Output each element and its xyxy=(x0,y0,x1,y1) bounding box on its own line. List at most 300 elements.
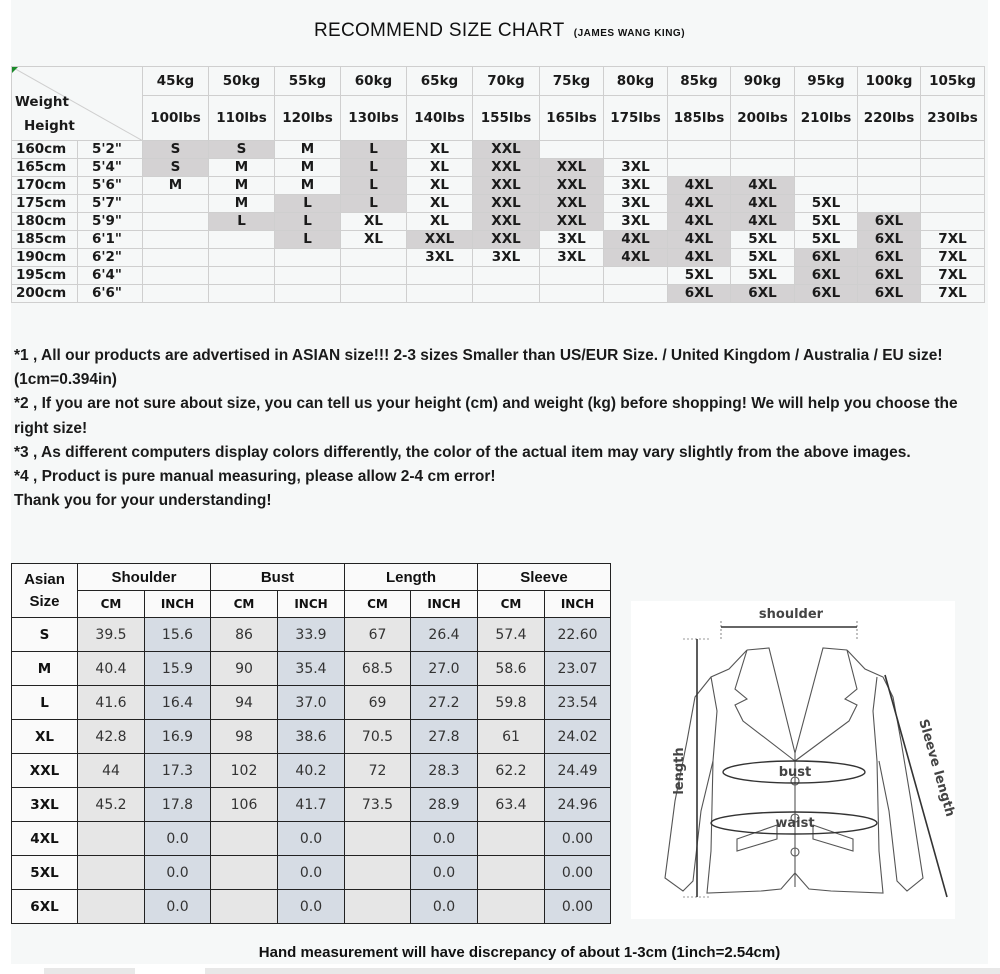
size-cell xyxy=(921,213,985,231)
cm-value-cell: 61 xyxy=(478,720,545,754)
table-row xyxy=(12,856,611,890)
chart-title-brand: (JAMES WANG KING) xyxy=(573,28,686,39)
weight-lbs-header: 200lbs xyxy=(731,96,795,141)
size-cell xyxy=(473,267,540,285)
size-cell: 3XL xyxy=(407,249,473,267)
cm-value-cell xyxy=(211,890,278,924)
weight-kg-header: 55kg xyxy=(275,67,341,96)
size-cell: M xyxy=(275,141,341,159)
measure-group-header: Length xyxy=(345,564,478,591)
weight-kg-header: 70kg xyxy=(473,67,540,96)
size-cell: XL xyxy=(341,213,407,231)
size-cell xyxy=(407,285,473,303)
weight-kg-header: 60kg xyxy=(341,67,407,96)
unit-inch-header: INCH xyxy=(278,591,345,618)
footer-note: Hand measurement will have discrepancy of about 1-3cm (1inch=2.54cm) xyxy=(258,944,781,961)
size-cell: L xyxy=(275,195,341,213)
size-cell: 4XL xyxy=(604,249,668,267)
size-cell xyxy=(540,267,604,285)
unit-cm-header: CM xyxy=(478,591,545,618)
size-cell: 4XL xyxy=(668,231,731,249)
inch-value-cell: 0.00 xyxy=(545,856,611,890)
inch-value-cell: 33.9 xyxy=(278,618,345,652)
inch-value-cell: 38.6 xyxy=(278,720,345,754)
diagram-label-shoulder: shoulder xyxy=(758,607,824,622)
size-cell: 6XL xyxy=(668,285,731,303)
size-cell: 5XL xyxy=(795,231,858,249)
size-cell: 7XL xyxy=(921,231,985,249)
cm-value-cell: 98 xyxy=(211,720,278,754)
cm-value-cell: 94 xyxy=(211,686,278,720)
size-cell: 6XL xyxy=(731,285,795,303)
size-cell xyxy=(341,285,407,303)
inch-value-cell: 26.4 xyxy=(411,618,478,652)
size-cell: XL xyxy=(407,159,473,177)
height-ft-cell: 6'4" xyxy=(78,267,143,285)
size-cell xyxy=(604,141,668,159)
table-row xyxy=(12,141,985,159)
size-cell xyxy=(731,141,795,159)
weight-kg-header: 100kg xyxy=(858,67,921,96)
size-cell xyxy=(731,159,795,177)
inch-value-cell: 15.9 xyxy=(145,652,211,686)
inch-value-cell: 17.8 xyxy=(145,788,211,822)
cm-value-cell: 72 xyxy=(345,754,411,788)
diagram-label-waist: waist xyxy=(775,816,815,831)
weight-lbs-header: 120lbs xyxy=(275,96,341,141)
table-row xyxy=(12,159,985,177)
size-cell: XXL xyxy=(540,177,604,195)
size-cell xyxy=(209,249,275,267)
table-row xyxy=(12,822,611,856)
height-ft-cell: 5'6" xyxy=(78,177,143,195)
measure-group-header: Sleeve xyxy=(478,564,611,591)
inch-value-cell: 0.0 xyxy=(145,890,211,924)
size-cell: 6XL xyxy=(858,285,921,303)
table-row xyxy=(12,213,985,231)
size-cell: XL xyxy=(341,231,407,249)
size-cell: 7XL xyxy=(921,249,985,267)
height-cm-cell: 180cm xyxy=(12,213,78,231)
size-cell: L xyxy=(275,213,341,231)
size-cell: 4XL xyxy=(668,213,731,231)
diagram-label-sleeve-length: Sleeve length xyxy=(915,717,955,819)
height-ft-cell: 6'1" xyxy=(78,231,143,249)
height-ft-cell: 5'4" xyxy=(78,159,143,177)
size-cell: L xyxy=(341,141,407,159)
unit-cm-header: CM xyxy=(211,591,278,618)
size-cell xyxy=(921,159,985,177)
measure-group-header: Shoulder xyxy=(78,564,211,591)
weight-kg-header: 50kg xyxy=(209,67,275,96)
size-cell: 4XL xyxy=(668,195,731,213)
table-row xyxy=(12,754,611,788)
cm-value-cell: 73.5 xyxy=(345,788,411,822)
size-label-cell: 4XL xyxy=(12,822,78,856)
size-cell xyxy=(209,267,275,285)
cm-value-cell: 67 xyxy=(345,618,411,652)
size-cell: 5XL xyxy=(731,231,795,249)
size-cell: 5XL xyxy=(668,267,731,285)
weight-lbs-header-row xyxy=(12,96,985,141)
size-cell xyxy=(275,249,341,267)
weight-lbs-header: 140lbs xyxy=(407,96,473,141)
cm-value-cell xyxy=(211,856,278,890)
note-item: *2 , If you are not sure about size, you can tell us your height (cm) and weight (kg) before shopping! We will help you choose the right size! xyxy=(14,395,958,437)
weight-kg-header: 80kg xyxy=(604,67,668,96)
size-cell xyxy=(858,177,921,195)
inch-value-cell: 0.0 xyxy=(278,890,345,924)
inch-value-cell: 16.4 xyxy=(145,686,211,720)
cm-value-cell: 39.5 xyxy=(78,618,145,652)
size-cell xyxy=(341,249,407,267)
unit-inch-header: INCH xyxy=(545,591,611,618)
size-cell: 6XL xyxy=(858,267,921,285)
inch-value-cell: 28.3 xyxy=(411,754,478,788)
cm-value-cell xyxy=(78,890,145,924)
table-row xyxy=(12,231,985,249)
inch-value-cell: 22.60 xyxy=(545,618,611,652)
measure-group-header: Bust xyxy=(211,564,345,591)
size-cell: XL xyxy=(407,195,473,213)
size-cell: M xyxy=(143,177,209,195)
diagram-label-bust: bust xyxy=(778,765,812,780)
size-cell: 5XL xyxy=(795,213,858,231)
size-cell: XXL xyxy=(540,213,604,231)
size-cell: 4XL xyxy=(731,177,795,195)
note-item: *3 , As different computers display colors differently, the color of the actual item may vary slightly from the above images. xyxy=(14,443,911,461)
weight-height-corner xyxy=(12,67,143,141)
size-cell xyxy=(275,285,341,303)
size-cell: 3XL xyxy=(540,249,604,267)
size-label-cell: 6XL xyxy=(12,890,78,924)
cm-value-cell xyxy=(478,856,545,890)
jacket-outline-icon xyxy=(631,601,955,919)
unit-inch-header: INCH xyxy=(411,591,478,618)
inch-value-cell: 0.0 xyxy=(278,822,345,856)
size-cell xyxy=(143,285,209,303)
cm-value-cell: 68.5 xyxy=(345,652,411,686)
inch-value-cell: 0.00 xyxy=(545,822,611,856)
size-cell xyxy=(275,267,341,285)
table-row xyxy=(12,177,985,195)
size-cell: XXL xyxy=(473,213,540,231)
asian-size-header xyxy=(12,564,78,618)
diagram-label-length: length xyxy=(672,747,687,795)
size-cell xyxy=(858,195,921,213)
inch-value-cell: 27.0 xyxy=(411,652,478,686)
size-cell: 6XL xyxy=(858,249,921,267)
height-ft-cell: 5'2" xyxy=(78,141,143,159)
weight-lbs-header: 220lbs xyxy=(858,96,921,141)
cm-value-cell: 70.5 xyxy=(345,720,411,754)
inch-value-cell: 0.0 xyxy=(278,856,345,890)
size-cell xyxy=(341,267,407,285)
size-label-cell: 3XL xyxy=(12,788,78,822)
size-cell: XL xyxy=(407,177,473,195)
size-cell: M xyxy=(209,195,275,213)
weight-kg-header: 65kg xyxy=(407,67,473,96)
note-item: *4 , Product is pure manual measuring, please allow 2-4 cm error! xyxy=(14,468,496,486)
size-cell: 6XL xyxy=(795,285,858,303)
inch-value-cell: 16.9 xyxy=(145,720,211,754)
weight-lbs-header: 110lbs xyxy=(209,96,275,141)
height-cm-cell: 185cm xyxy=(12,231,78,249)
size-cell xyxy=(921,177,985,195)
size-cell: XXL xyxy=(473,231,540,249)
inch-value-cell: 0.0 xyxy=(411,856,478,890)
height-ft-cell: 5'9" xyxy=(78,213,143,231)
size-cell: 4XL xyxy=(731,195,795,213)
weight-lbs-header: 185lbs xyxy=(668,96,731,141)
size-cell xyxy=(209,231,275,249)
size-cell: 4XL xyxy=(668,177,731,195)
cm-value-cell: 59.8 xyxy=(478,686,545,720)
note-item: *1 , All our products are advertised in ASIAN size!!! 2-3 sizes Smaller than US/EUR Size. / United Kingdom / Australia / EU size! (1cm=0.394in) xyxy=(14,347,943,389)
size-cell: XL xyxy=(407,213,473,231)
cm-value-cell: 106 xyxy=(211,788,278,822)
size-cell: M xyxy=(209,159,275,177)
size-cell: XXL xyxy=(473,195,540,213)
cm-value-cell: 42.8 xyxy=(78,720,145,754)
weight-kg-header: 85kg xyxy=(668,67,731,96)
table-row xyxy=(12,788,611,822)
size-cell: L xyxy=(275,231,341,249)
inch-value-cell: 23.07 xyxy=(545,652,611,686)
weight-lbs-header: 165lbs xyxy=(540,96,604,141)
size-cell xyxy=(143,267,209,285)
inch-value-cell: 24.96 xyxy=(545,788,611,822)
weight-kg-header: 75kg xyxy=(540,67,604,96)
size-cell xyxy=(143,231,209,249)
size-cell: M xyxy=(275,159,341,177)
size-cell: 5XL xyxy=(795,195,858,213)
weight-kg-header: 105kg xyxy=(921,67,985,96)
size-cell: 3XL xyxy=(604,195,668,213)
inch-value-cell: 37.0 xyxy=(278,686,345,720)
height-cm-cell: 200cm xyxy=(12,285,78,303)
size-cell: 7XL xyxy=(921,267,985,285)
size-cell: S xyxy=(143,141,209,159)
size-cell: S xyxy=(209,141,275,159)
size-cell xyxy=(473,285,540,303)
weight-kg-header: 45kg xyxy=(143,67,209,96)
size-cell: 6XL xyxy=(858,213,921,231)
weight-lbs-header: 210lbs xyxy=(795,96,858,141)
weight-lbs-header: 175lbs xyxy=(604,96,668,141)
asian-size-header-line2: Size xyxy=(29,592,60,610)
size-cell: 3XL xyxy=(604,159,668,177)
height-cm-cell: 195cm xyxy=(12,267,78,285)
unit-cm-header: CM xyxy=(78,591,145,618)
table-row xyxy=(12,720,611,754)
measure-header-row xyxy=(12,564,611,591)
size-cell xyxy=(668,141,731,159)
cm-value-cell: 41.6 xyxy=(78,686,145,720)
size-cell: L xyxy=(341,177,407,195)
cm-value-cell: 40.4 xyxy=(78,652,145,686)
size-label-cell: S xyxy=(12,618,78,652)
size-label-cell: XXL xyxy=(12,754,78,788)
size-cell: 4XL xyxy=(731,213,795,231)
unit-cm-header: CM xyxy=(345,591,411,618)
cm-value-cell: 57.4 xyxy=(478,618,545,652)
size-cell xyxy=(795,177,858,195)
height-cm-cell: 190cm xyxy=(12,249,78,267)
table-row xyxy=(12,249,985,267)
size-cell xyxy=(668,159,731,177)
weight-kg-header: 90kg xyxy=(731,67,795,96)
cm-value-cell: 86 xyxy=(211,618,278,652)
table-row xyxy=(12,267,985,285)
size-cell xyxy=(921,141,985,159)
height-ft-cell: 5'7" xyxy=(78,195,143,213)
cm-value-cell xyxy=(345,890,411,924)
size-chart-page xyxy=(11,0,988,964)
note-item: Thank you for your understanding! xyxy=(14,492,272,510)
inch-value-cell: 0.0 xyxy=(411,822,478,856)
height-cm-cell: 165cm xyxy=(12,159,78,177)
size-cell xyxy=(795,141,858,159)
inch-value-cell: 41.7 xyxy=(278,788,345,822)
inch-value-cell: 28.9 xyxy=(411,788,478,822)
size-cell: 5XL xyxy=(731,249,795,267)
size-cell: 3XL xyxy=(604,177,668,195)
weight-kg-header-row xyxy=(12,67,985,96)
size-label-cell: 5XL xyxy=(12,856,78,890)
size-cell: 5XL xyxy=(731,267,795,285)
size-cell: XXL xyxy=(473,177,540,195)
size-cell xyxy=(921,195,985,213)
size-cell: 3XL xyxy=(540,231,604,249)
cm-value-cell: 102 xyxy=(211,754,278,788)
measurement-table xyxy=(11,563,611,924)
size-label-cell: L xyxy=(12,686,78,720)
chart-title xyxy=(11,20,988,42)
size-cell: XL xyxy=(407,141,473,159)
size-label-cell: M xyxy=(12,652,78,686)
inch-value-cell: 23.54 xyxy=(545,686,611,720)
size-cell: XXL xyxy=(540,195,604,213)
size-cell xyxy=(604,285,668,303)
size-cell: 7XL xyxy=(921,285,985,303)
weight-lbs-header: 130lbs xyxy=(341,96,407,141)
size-cell xyxy=(858,159,921,177)
cm-value-cell: 45.2 xyxy=(78,788,145,822)
inch-value-cell: 27.2 xyxy=(411,686,478,720)
cm-value-cell xyxy=(78,822,145,856)
cm-value-cell: 63.4 xyxy=(478,788,545,822)
asian-size-header-line1: Asian xyxy=(24,570,65,588)
table-row xyxy=(12,686,611,720)
size-cell xyxy=(143,195,209,213)
size-cell: L xyxy=(341,195,407,213)
size-cell xyxy=(540,141,604,159)
size-cell xyxy=(795,159,858,177)
size-cell: XXL xyxy=(407,231,473,249)
size-cell xyxy=(209,285,275,303)
size-cell xyxy=(143,213,209,231)
size-cell xyxy=(143,249,209,267)
inch-value-cell: 27.8 xyxy=(411,720,478,754)
size-cell: L xyxy=(209,213,275,231)
size-cell: 6XL xyxy=(858,231,921,249)
inch-value-cell: 15.6 xyxy=(145,618,211,652)
cm-value-cell: 90 xyxy=(211,652,278,686)
inch-value-cell: 24.02 xyxy=(545,720,611,754)
measure-unit-row xyxy=(12,591,611,618)
cm-value-cell xyxy=(478,822,545,856)
size-cell: S xyxy=(143,159,209,177)
inch-value-cell: 35.4 xyxy=(278,652,345,686)
size-cell: L xyxy=(341,159,407,177)
size-cell: 4XL xyxy=(604,231,668,249)
table-row xyxy=(12,652,611,686)
size-cell: 4XL xyxy=(668,249,731,267)
cm-value-cell: 69 xyxy=(345,686,411,720)
size-cell: 3XL xyxy=(473,249,540,267)
cm-value-cell xyxy=(478,890,545,924)
inch-value-cell: 0.00 xyxy=(545,890,611,924)
notes-section xyxy=(14,344,984,513)
size-cell: XXL xyxy=(473,141,540,159)
inch-value-cell: 0.0 xyxy=(145,822,211,856)
table-row xyxy=(12,285,985,303)
size-cell: 3XL xyxy=(604,213,668,231)
inch-value-cell: 40.2 xyxy=(278,754,345,788)
size-cell: 6XL xyxy=(795,267,858,285)
chart-title-main: RECOMMEND SIZE CHART xyxy=(313,20,565,41)
cm-value-cell: 58.6 xyxy=(478,652,545,686)
size-cell xyxy=(604,267,668,285)
weight-label: Weight xyxy=(15,94,69,110)
weight-lbs-header: 230lbs xyxy=(921,96,985,141)
size-cell: XXL xyxy=(540,159,604,177)
bottom-strip xyxy=(0,968,1000,974)
weight-lbs-header: 100lbs xyxy=(143,96,209,141)
cm-value-cell xyxy=(78,856,145,890)
table-row xyxy=(12,890,611,924)
height-ft-cell: 6'6" xyxy=(78,285,143,303)
cm-value-cell: 62.2 xyxy=(478,754,545,788)
inch-value-cell: 0.0 xyxy=(145,856,211,890)
size-cell: M xyxy=(275,177,341,195)
size-label-cell: XL xyxy=(12,720,78,754)
table-row xyxy=(12,618,611,652)
recommend-size-table xyxy=(11,66,985,303)
weight-lbs-header: 155lbs xyxy=(473,96,540,141)
inch-value-cell: 24.49 xyxy=(545,754,611,788)
size-cell: 6XL xyxy=(795,249,858,267)
cm-value-cell: 44 xyxy=(78,754,145,788)
jacket-measurement-diagram xyxy=(631,601,955,919)
cm-value-cell xyxy=(211,822,278,856)
size-cell: M xyxy=(209,177,275,195)
height-cm-cell: 160cm xyxy=(12,141,78,159)
cm-value-cell xyxy=(345,856,411,890)
cm-value-cell xyxy=(345,822,411,856)
unit-inch-header: INCH xyxy=(145,591,211,618)
weight-kg-header: 95kg xyxy=(795,67,858,96)
height-cm-cell: 175cm xyxy=(12,195,78,213)
table-row xyxy=(12,195,985,213)
size-cell xyxy=(407,267,473,285)
inch-value-cell: 0.0 xyxy=(411,890,478,924)
height-cm-cell: 170cm xyxy=(12,177,78,195)
size-cell xyxy=(858,141,921,159)
height-ft-cell: 6'2" xyxy=(78,249,143,267)
size-cell: XXL xyxy=(473,159,540,177)
